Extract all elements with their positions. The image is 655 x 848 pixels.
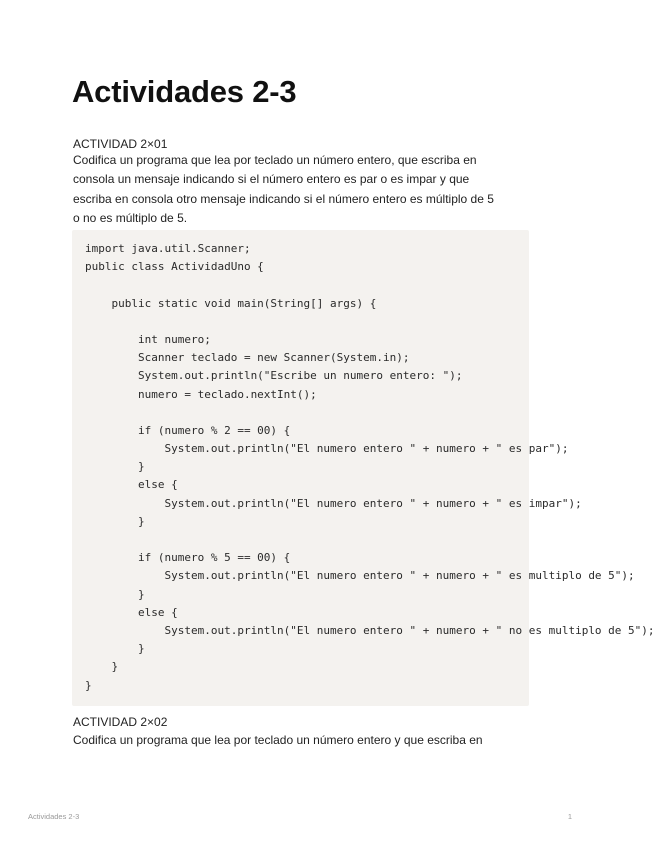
code-line: } <box>85 660 119 674</box>
code-line <box>85 404 655 422</box>
code-line: if (numero % 5 == 00) { <box>85 551 291 565</box>
activity-2-description <box>73 731 533 750</box>
code-line: if (numero % 2 == 00) { <box>85 423 291 437</box>
code-line: else { <box>85 605 178 619</box>
code-line: else { <box>85 478 178 492</box>
code-line: import java.util.Scanner; <box>85 242 251 255</box>
description-line: consola un mensaje indicando si el número entero es par o es impar y que <box>73 172 470 187</box>
activity-2-heading: ACTIVIDAD 2×02 <box>73 715 168 729</box>
code-line: numero = teclado.nextInt(); <box>85 387 317 401</box>
code-line: Scanner teclado = new Scanner(System.in); <box>85 351 410 365</box>
code-content <box>85 240 655 695</box>
description-line: Codifica un programa que lea por teclado un número entero, que escriba en <box>73 153 477 167</box>
code-block <box>72 230 655 706</box>
code-line: System.out.println("El numero entero " + numero + " es impar"); <box>85 496 582 510</box>
code-line: public static void main(String[] args) { <box>85 296 377 310</box>
code-line: } <box>85 678 92 692</box>
code-line: public class ActividadUno { <box>85 260 264 274</box>
code-line: System.out.println("Escribe un numero entero: "); <box>85 369 463 383</box>
code-line: } <box>85 460 145 474</box>
code-line: System.out.println("El numero entero " + numero + " es multiplo de 5"); <box>85 569 635 583</box>
description-line: o no es múltiplo de 5. <box>73 211 188 226</box>
code-line: System.out.println("El numero entero " + numero + " no es multiplo de 5"); <box>85 623 655 637</box>
activity-1-heading: ACTIVIDAD 2×01 <box>73 137 168 151</box>
code-line <box>85 531 655 549</box>
code-line: int numero; <box>85 332 211 346</box>
footer-document-name: Actividades 2-3 <box>28 812 80 821</box>
description-line: escriba en consola otro mensaje indicando si el número entero es múltiplo de 5 <box>73 191 494 206</box>
code-line: } <box>85 587 145 601</box>
code-line: } <box>85 642 145 656</box>
code-line <box>85 313 655 331</box>
document-title: Actividades 2-3 <box>72 74 297 109</box>
activity-1-description <box>73 151 533 229</box>
code-line: System.out.println("El numero entero " + numero + " es par"); <box>85 442 569 456</box>
code-line: } <box>85 514 145 528</box>
description-line: Codifica un programa que lea por teclado un número entero y que escriba en <box>73 733 483 747</box>
footer-page-number: 1 <box>567 812 572 821</box>
code-line <box>85 276 655 294</box>
